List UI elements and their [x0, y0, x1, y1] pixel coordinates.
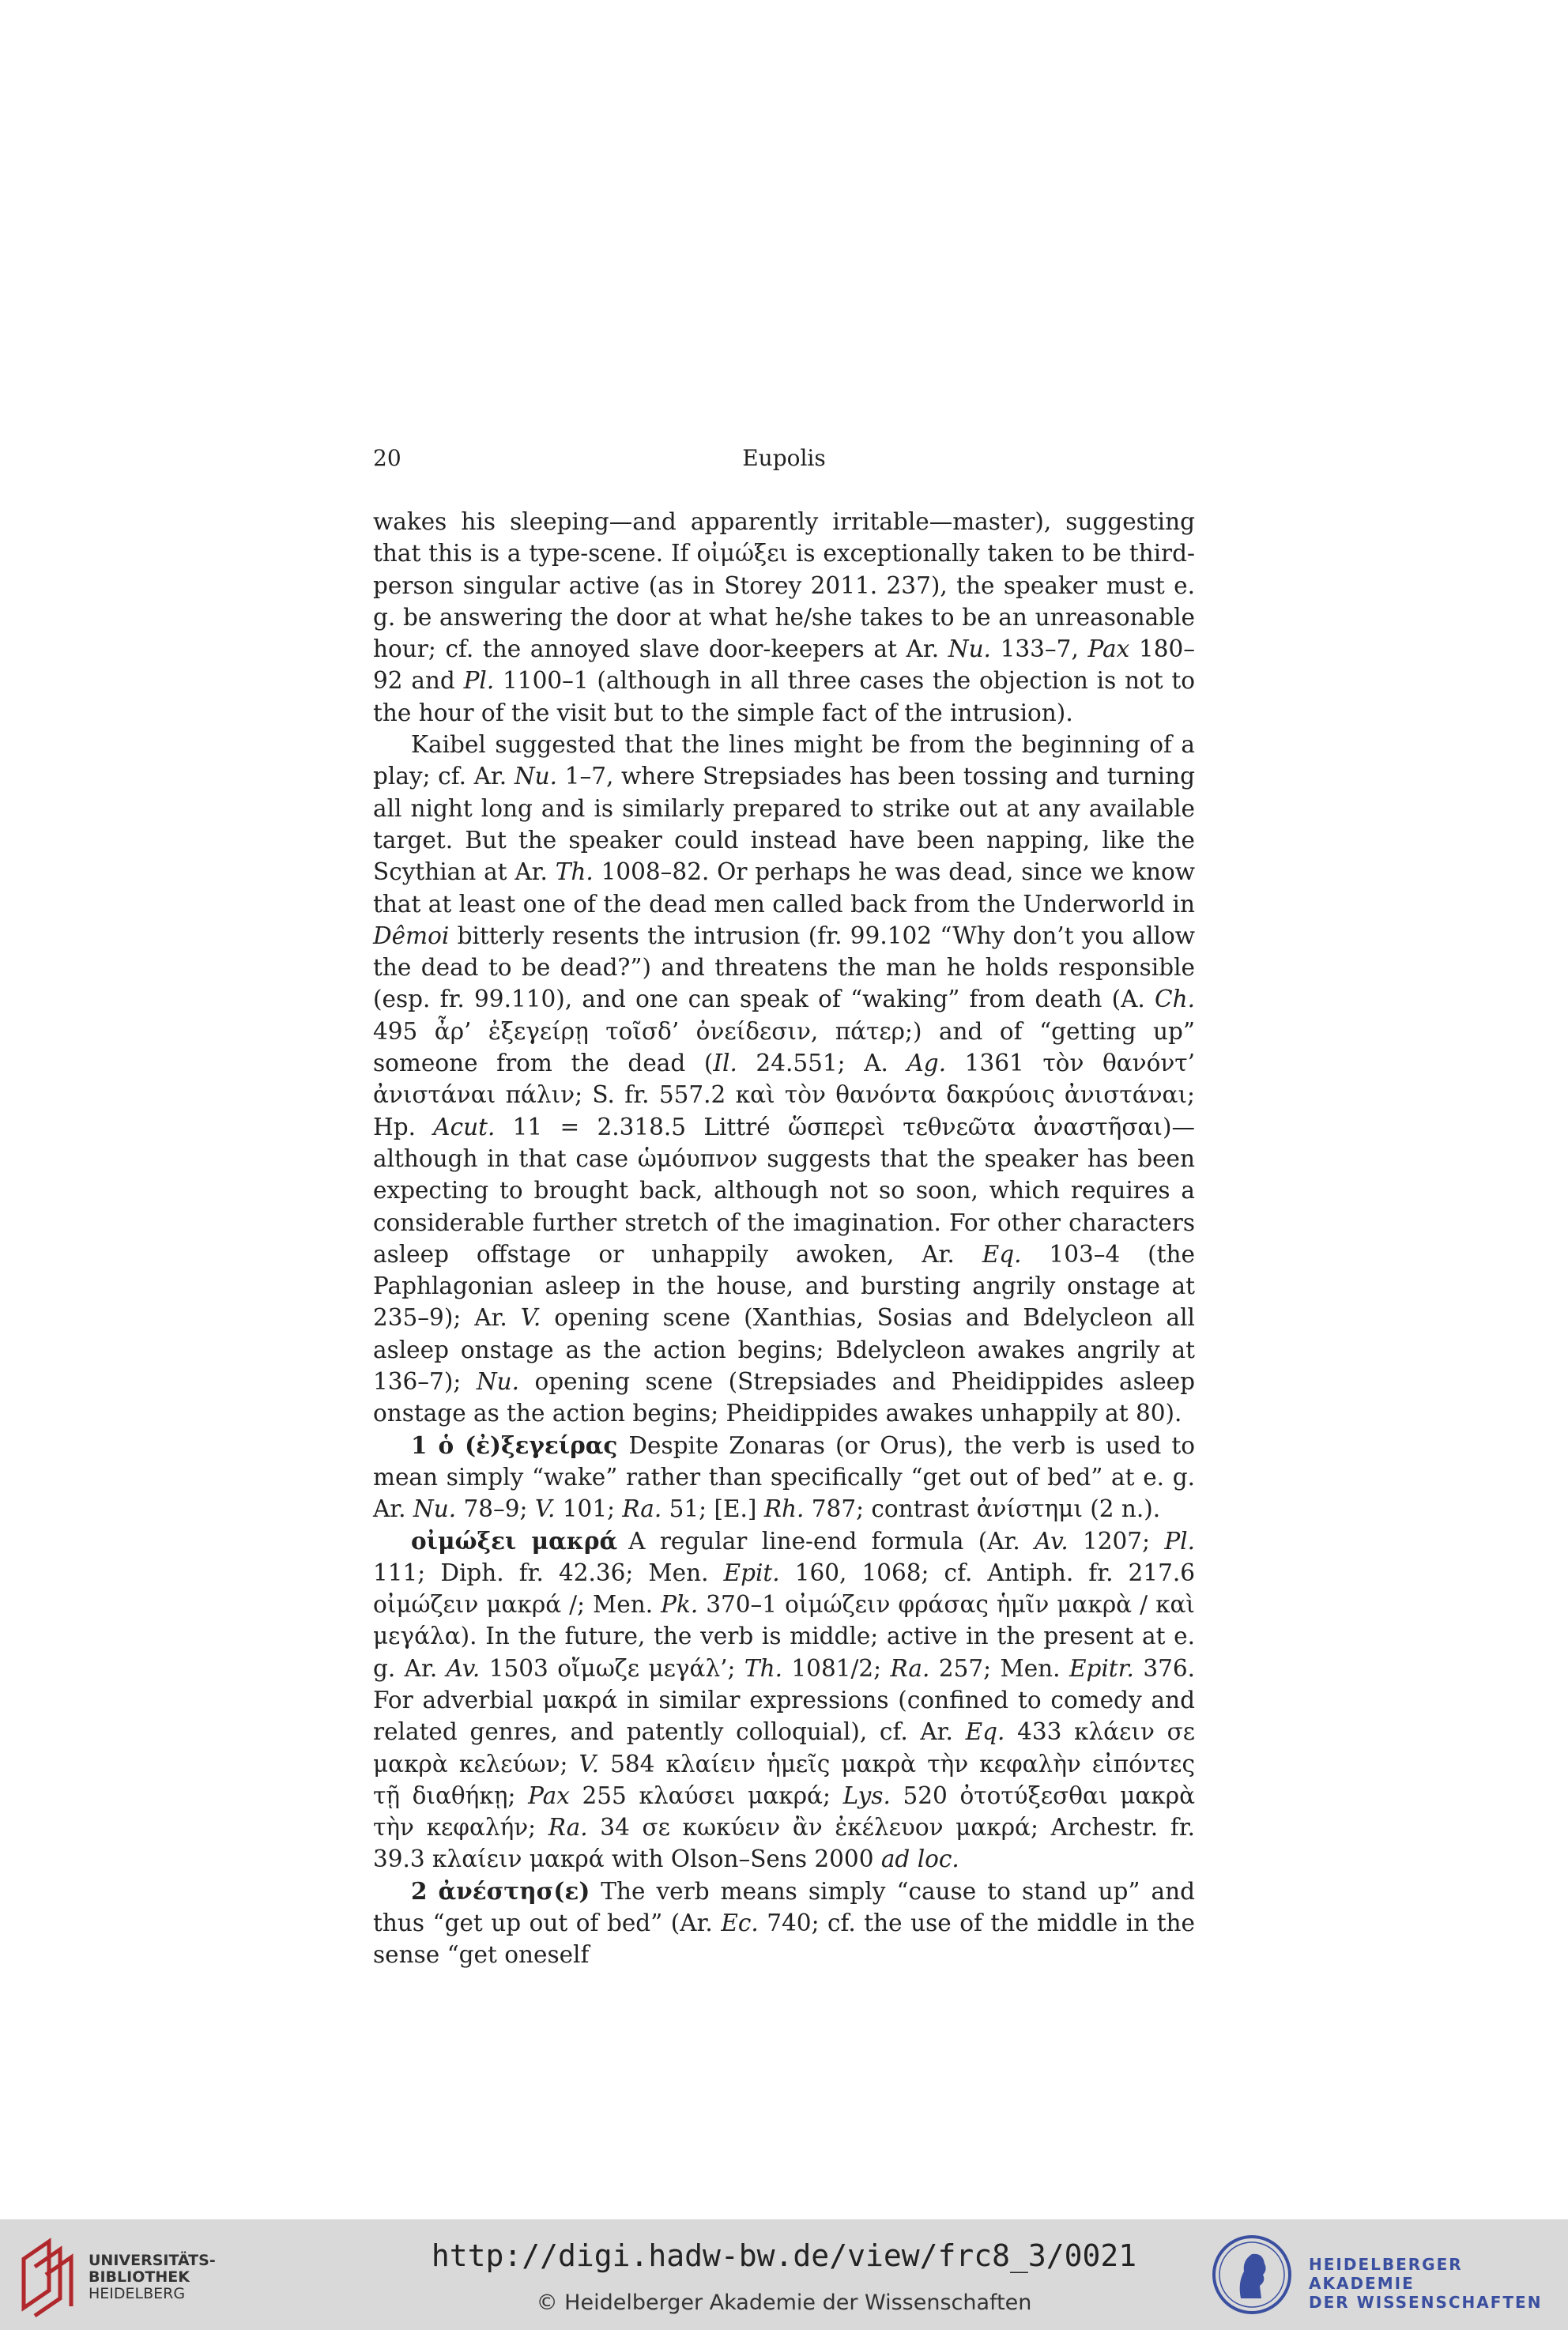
running-head: Eupolis [742, 445, 826, 471]
footer-bar [0, 2219, 1568, 2330]
academy-seal-logo-icon [1211, 2234, 1293, 2316]
line-number: 2 [411, 1876, 428, 1905]
note-line-1: 1 ὁ (ἐ)ξεγείρας Despite Zonaras (or Orus), the verb is used to mean simply “wake” rather than specifically “get out of bed” at e. g. Ar. Nu. 78–9; V. 101; Ra. 51; [E.] Rh. 787; contrast ἀνίστημι (2 n.). [373, 1431, 1195, 1523]
page-header [373, 445, 1195, 477]
copyright-notice: © Heidelberger Akademie der Wissenschaften [536, 2290, 1032, 2315]
paragraph-2: Kaibel suggested that the lines might be from the beginning of a play; cf. Ar. Nu. 1–7, where Strepsiades has been tossing and turning all night long and is similarly prepared to strike out at any available target. But the speaker could instead have been napping, like the Scythian at Ar. Th. 1008–82. Or perhaps he was dead, since we know that at least one of the dead men called back from the Underworld in Dêmoi bitterly resents the intrusion (fr. 99.102 “Why don’t you allow the dead to be dead?”) and threatens the man he holds responsible (esp. fr. 99.110), and one can speak of “waking” from death (A. Ch. 495 ἆρ’ ἐξεγείρῃ τοῖσδ’ ὀνείδεσιν, πάτερ;) and of “getting up” someone from the dead (Il. 24.551; A. Ag. 1361 τὸν θανόντ’ ἀνιστάναι πάλιν; S. fr. 557.2 καὶ τὸν θανόντα δακρύοις ἀνιστάναι; Hp. Acut. 11 = 2.318.5 Littré ὥσπερεὶ τεθνεῶτα ἀναστῆσαι)—although in that case ὡμόυπνον suggests that the speaker has been expecting to brought back, although not so soon, which requires a considerable further stretch of the imagination. For other characters asleep offstage or unhappily awoken, Ar. Eq. 103–4 (the Paphlagonian asleep in the house, and bursting angrily onstage at 235–9); Ar. V. opening scene (Xanthias, Sosias and Bdelycleon all asleep onstage as the action begins; Bdelycleon awakes angrily at 136–7); Nu. opening scene (Strepsiades and Pheidippides asleep onstage as the action begins; Pheidippides awakes unhappily at 80). [373, 731, 1196, 1427]
note-oimoxei: οἰμώξει μακρά A regular line-end formula (Ar. Av. 1207; Pl. 111; Diph. fr. 42.36; Men. Epit. 160, 1068; cf. Antiph. fr. 217.6 οἰμώζειν μακρά /; Men. Pk. 370–1 οἰμώζειν φράσας ἡμῖν μακρὰ / καὶ μεγάλα). In the future, the verb is middle; active in the present at e. g. Ar. Av. 1503 οἴμωζε μεγάλ’; Th. 1081/2; Ra. 257; Men. Epitr. 376. For adverbial μακρά in similar expressions (confined to comedy and related genres, and patently colloquial), cf. Ar. Eq. 433 κλάειν σε μακρὰ κελεύων; V. 584 κλαίειν ἡμεῖς μακρὰ τὴν κεφαλὴν εἰπόντες τῇ διαθήκῃ; Pax 255 κλαύσει μακρά; Lys. 520 ὀτοτύξεσθαι μακρὰ τὴν κεφαλήν; Ra. 34 σε κωκύειν ἂν ἐκέλευον μακρά; Archestr. fr. 39.3 κλαίειν μακρά with Olson–Sens 2000 ad loc. [373, 1526, 1196, 1873]
paragraph-1: wakes his sleeping—and apparently irritable—master), suggesting that this is a type-scene. If οἰμώξει is exceptionally taken to be third-person singular active (as in Storey 2011. 237), the speaker must e. g. be answering the door at what he/she takes to be an unreasonable hour; cf. the annoyed slave door-keepers at Ar. Nu. 133–7, Pax 180–92 and Pl. 1100–1 (although in all three cases the objection is not to the hour of the visit but to the simple fact of the intrusion). [373, 508, 1195, 726]
permalink-url[interactable]: http://digi.hadw-bw.de/view/frc8_3/0021 [431, 2238, 1137, 2273]
line-number: 1 [411, 1431, 428, 1459]
lemma: ἀνέστησ(ε) [438, 1876, 590, 1905]
note-line-2: 2 ἀνέστησ(ε) The verb means simply “cause to stand up” and thus “get up out of bed” (Ar. Ec. 740; cf. the use of the middle in the sense “get oneself [373, 1876, 1196, 1969]
library-name: UNIVERSITÄTS- BIBLIOTHEK HEIDELBERG [89, 2252, 216, 2302]
commentary-text [373, 506, 1195, 1971]
academy-name: HEIDELBERGER AKADEMIE DER WISSENSCHAFTEN [1309, 2255, 1543, 2312]
lemma: οἰμώξει μακρά [411, 1526, 618, 1555]
lemma: ὁ (ἐ)ξεγείρας [438, 1431, 618, 1459]
page-number: 20 [373, 445, 401, 471]
